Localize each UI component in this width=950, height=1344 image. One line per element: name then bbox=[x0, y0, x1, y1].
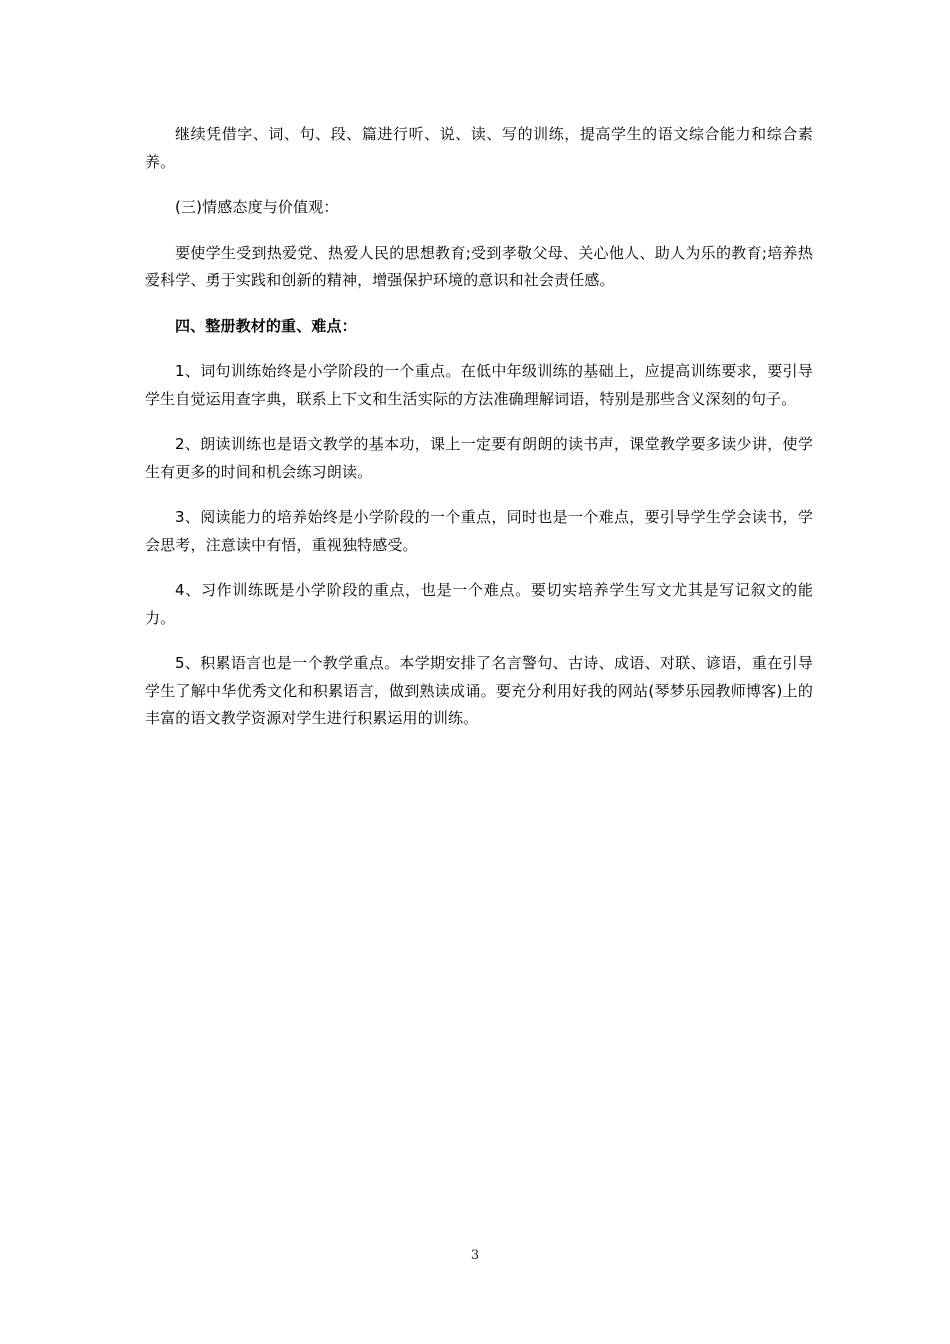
paragraph-point-3: 3、阅读能力的培养始终是小学阶段的一个重点，同时也是一个难点，要引导学生学会读书，学会思考，注意读中有悟，重视独特感受。 bbox=[145, 508, 813, 554]
paragraph-point-4: 4、习作训练既是小学阶段的重点，也是一个难点。要切实培养学生写文尤其是写记叙文的能力。 bbox=[145, 581, 813, 627]
paragraph-point-1: 1、词句训练始终是小学阶段的一个重点。在低中年级训练的基础上，应提高训练要求，要引导学生自觉运用查字典，联系上下文和生活实际的方法准确理解词语，特别是那些含义深刻的句子。 bbox=[145, 362, 813, 408]
paragraph-point-5: 5、积累语言也是一个教学重点。本学期安排了名言警句、古诗、成语、对联、谚语，重在引导学生了解中华优秀文化和积累语言，做到熟读成诵。要充分利用好我的网站(琴梦乐园教师博客)上的丰富的语文教学资源对学生进行积累运用的训练。 bbox=[145, 654, 813, 727]
paragraph-emotion-values: 要使学生受到热爱党、热爱人民的思想教育;受到孝敬父母、关心他人、助人为乐的教育;培养热爱科学、勇于实践和创新的精神，增强保护环境的意识和社会责任感。 bbox=[145, 243, 813, 289]
section-heading-key-difficult-points: 四、整册教材的重、难点： bbox=[175, 316, 357, 335]
document-body bbox=[145, 121, 813, 751]
page-number: 3 bbox=[470, 1248, 480, 1263]
subheading-emotion-values: (三)情感态度与价值观： bbox=[175, 198, 339, 216]
paragraph-continue-training: 继续凭借字、词、句、段、篇进行听、说、读、写的训练，提高学生的语文综合能力和综合素养。 bbox=[145, 125, 813, 171]
paragraph-point-2: 2、朗读训练也是语文教学的基本功，课上一定要有朗朗的读书声，课堂教学要多读少讲，使学生有更多的时间和机会练习朗读。 bbox=[145, 435, 813, 481]
